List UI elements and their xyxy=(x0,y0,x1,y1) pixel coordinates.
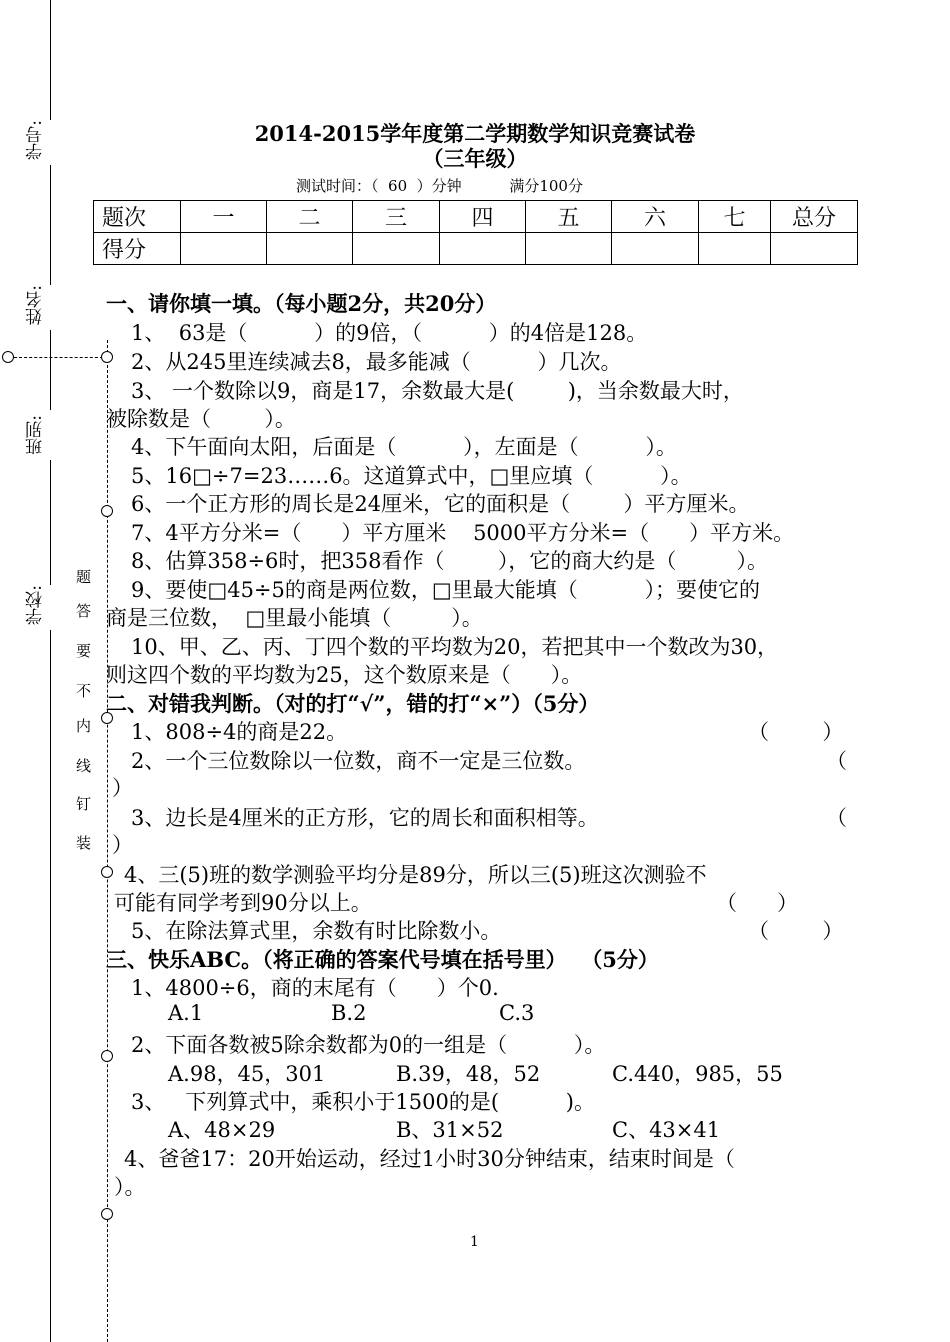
score-cell[interactable] xyxy=(353,233,440,265)
seal-char: 答 xyxy=(76,602,92,620)
question-line: 4、三(5)班的数学测验平均分是89分，所以三(5)班这次测验不 xyxy=(124,863,707,887)
question-line: ）。 xyxy=(114,1175,146,1199)
score-header-cell: 总分 xyxy=(771,201,858,233)
question-line: 可能有同学考到90分以上。 xyxy=(114,891,372,915)
score-cell[interactable] xyxy=(181,233,267,265)
exam-title: 2014-2015学年度第二学期数学知识竞赛试卷 xyxy=(254,121,696,146)
score-cell[interactable] xyxy=(526,233,612,265)
score-value-row xyxy=(94,233,858,265)
question-line: 2、从245里连续减去8，最多能减（ ）几次。 xyxy=(131,350,622,374)
question-line: 2、下面各数被5除余数都为0的一组是（ ）。 xyxy=(131,1033,606,1057)
question-line: 8、估算358÷6时，把358看作（ ），它的商大约是（ ）。 xyxy=(131,549,768,573)
question-line: 9、要使□45÷5的商是两位数，□里最大能填（ ）；要使它的 xyxy=(131,578,760,602)
student-id-label: 学号: xyxy=(26,120,46,160)
score-cell[interactable] xyxy=(612,233,699,265)
seal-char: 钉 xyxy=(76,795,92,813)
question-line: 2、一个三位数除以一位数，商不一定是三位数。 xyxy=(131,749,586,773)
question-line: 商是三位数， □里最小能填（ ）。 xyxy=(106,606,483,630)
answer-bracket[interactable]: （ ） xyxy=(748,919,844,943)
score-header-row xyxy=(94,201,858,233)
binding-hole-icon xyxy=(101,505,113,517)
question-line: 5、在除法算式里，余数有时比除数小。 xyxy=(131,919,502,943)
binding-hole-icon xyxy=(101,866,113,878)
option: C、43×41 xyxy=(612,1118,721,1142)
seal-char: 装 xyxy=(76,834,92,852)
option: A.1 xyxy=(168,1001,204,1025)
score-header-cell: 五 xyxy=(526,201,612,233)
binding-hole-icon xyxy=(101,1208,113,1220)
section-heading: 三、快乐ABC。（将正确的答案代号填在括号里） （5分） xyxy=(106,947,659,972)
score-header-cell: 题次 xyxy=(94,201,181,233)
score-header-cell: 二 xyxy=(267,201,353,233)
cut-line xyxy=(107,340,108,1342)
question-line: 7、4平方分米=（ ）平方厘米 5000平方分米=（ ）平方米。 xyxy=(131,521,795,545)
question-line: 3、 一个数除以9，商是17，余数最大是( )，当余数最大时， xyxy=(131,379,744,403)
option: A、48×29 xyxy=(168,1118,276,1142)
score-header-cell: 七 xyxy=(699,201,771,233)
binding-hole-icon xyxy=(101,1050,113,1062)
score-cell[interactable] xyxy=(267,233,353,265)
answer-bracket[interactable]: （ ） xyxy=(716,891,799,915)
option: A.98，45，301 xyxy=(168,1062,326,1086)
question-line: 6、一个正方形的周长是24厘米，它的面积是（ ）平方厘米。 xyxy=(131,492,750,516)
school-label: 学校: xyxy=(26,585,46,625)
answer-bracket[interactable]: （ xyxy=(826,749,847,773)
question-line: 3、 下列算式中，乘积小于1500的是( )。 xyxy=(131,1090,595,1114)
question-line: 1、 63是（ ）的9倍，（ ）的4倍是128。 xyxy=(131,321,648,345)
score-header-cell: 四 xyxy=(440,201,526,233)
answer-bracket[interactable]: ） xyxy=(112,833,133,857)
question-line: 则这四个数的平均数为25，这个数原来是（ ）。 xyxy=(106,663,583,687)
class-label: 班别: xyxy=(26,415,46,455)
binding-line xyxy=(50,460,51,585)
page-number: 1 xyxy=(470,1234,479,1250)
binding-line xyxy=(50,165,51,285)
binding-line xyxy=(50,0,51,120)
score-cell[interactable] xyxy=(699,233,771,265)
binding-line xyxy=(50,330,51,410)
seal-char: 要 xyxy=(76,642,92,660)
question-line: 被除数是（ ）。 xyxy=(106,407,296,431)
score-table xyxy=(93,200,858,265)
score-cell[interactable] xyxy=(771,233,858,265)
score-cell[interactable] xyxy=(440,233,526,265)
seal-char: 不 xyxy=(76,682,92,700)
score-header-cell: 六 xyxy=(612,201,699,233)
seal-char: 内 xyxy=(76,717,92,735)
question-line: 4、下午面向太阳，后面是（ ），左面是（ ）。 xyxy=(131,435,677,459)
question-line: 1、4800÷6，商的末尾有（ ）个0. xyxy=(131,976,499,1000)
answer-bracket[interactable]: （ ） xyxy=(748,720,844,744)
exam-grade: （三年级） xyxy=(422,146,528,171)
answer-bracket[interactable]: ） xyxy=(112,776,133,800)
score-row-label: 得分 xyxy=(94,233,181,265)
question-line: 3、边长是4厘米的正方形，它的周长和面积相等。 xyxy=(131,806,599,830)
seal-char: 线 xyxy=(76,757,92,775)
answer-bracket[interactable]: （ xyxy=(826,806,847,830)
score-header-cell: 一 xyxy=(181,201,267,233)
option: C.3 xyxy=(499,1001,535,1025)
binding-line xyxy=(50,630,51,1342)
binding-hole-icon xyxy=(2,351,14,363)
score-header-cell: 三 xyxy=(353,201,440,233)
question-line: 5、16□÷7=23……6。这道算式中，□里应填（ ）。 xyxy=(131,464,692,488)
name-label: 姓名: xyxy=(26,285,46,325)
binding-hole-icon xyxy=(101,351,113,363)
section-heading: 二、对错我判断。（对的打“√”，错的打“×”）（5分） xyxy=(106,691,600,716)
option: B、31×52 xyxy=(396,1118,504,1142)
option: C.440，985，55 xyxy=(612,1062,783,1086)
question-line: 4、爸爸17：20开始运动，经过1小时30分钟结束，结束时间是（ xyxy=(124,1147,735,1171)
exam-meta: 测试时间：（ 60 ）分钟 满分100分 xyxy=(296,177,583,195)
section-heading: 一、请你填一填。（每小题2分，共20分） xyxy=(106,291,497,316)
question-line: 1、808÷4的商是22。 xyxy=(131,720,348,744)
seal-char: 题 xyxy=(76,568,92,586)
cut-line-horizontal xyxy=(14,357,108,358)
option: B.2 xyxy=(331,1001,367,1025)
question-line: 10、甲、乙、丙、丁四个数的平均数为20，若把其中一个数改为30， xyxy=(131,635,779,659)
option: B.39，48，52 xyxy=(396,1062,541,1086)
